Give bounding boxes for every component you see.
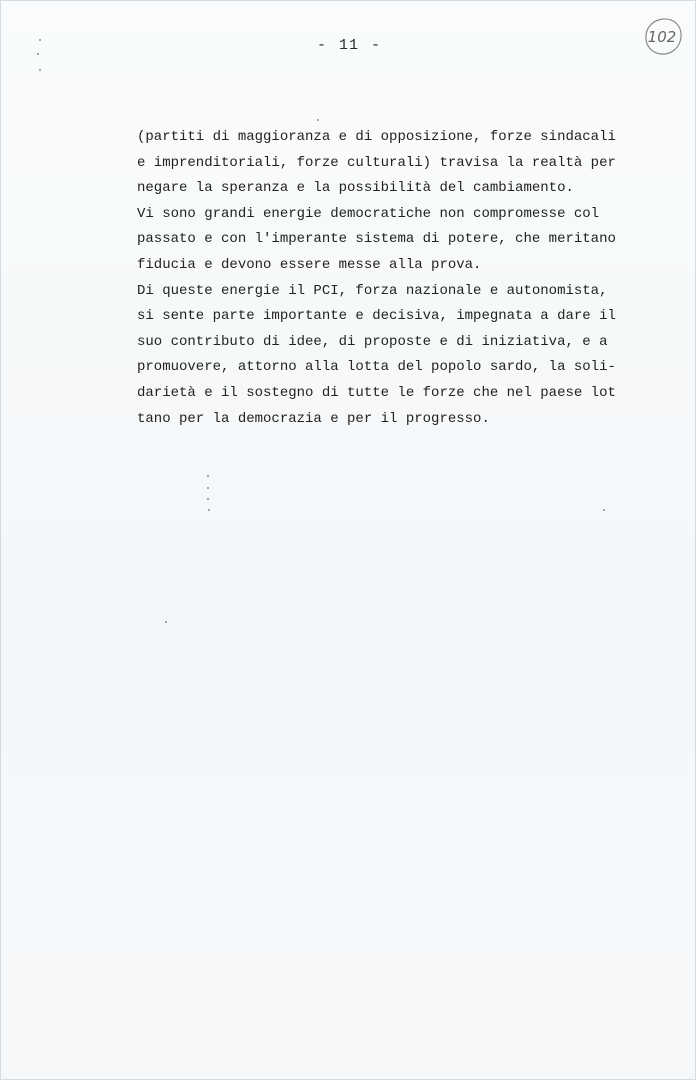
page-number-value: 11: [338, 37, 359, 54]
paper-speck: [603, 509, 605, 511]
text-line: tano per la democrazia e per il progresso.: [137, 410, 490, 427]
paper-speck: [39, 39, 41, 41]
paper-speck: [207, 475, 209, 477]
archive-stamp-icon: [641, 15, 685, 59]
body-paragraph: [137, 125, 627, 432]
text-line: passato e con l'imperante sistema di potere, che meritano: [137, 231, 616, 248]
paper-speck: [207, 487, 209, 489]
paper-speck: [208, 509, 210, 511]
paper-speck: [165, 621, 167, 623]
text-line: negare la speranza e la possibilità del cambiamento.: [137, 180, 574, 197]
text-line: (partiti di maggioranza e di opposizione, forze sindacali: [137, 129, 616, 145]
paper-speck: [317, 119, 319, 121]
archive-stamp-text: 102: [647, 28, 677, 46]
text-line: suo contributo di idee, di proposte e di iniziativa, e a: [137, 333, 608, 350]
text-line: Di queste energie il PCI, forza nazionale e autonomista,: [137, 282, 608, 299]
page-number: [1, 37, 696, 54]
page-number-dash-left: -: [316, 37, 327, 54]
text-line: promuovere, attorno alla lotta del popolo sardo, la soli-: [137, 359, 616, 376]
text-line: si sente parte importante e decisiva, impegnata a dare il: [137, 308, 616, 325]
paper-speck: [207, 498, 209, 500]
text-line: Vi sono grandi energie democratiche non compromesse col: [137, 205, 600, 222]
text-line: fiducia e devono essere messe alla prova.: [137, 256, 482, 273]
paper-speck: [37, 53, 39, 55]
page-number-dash-right: -: [371, 37, 382, 54]
paper-speck: [39, 69, 41, 71]
text-line: darietà e il sostegno di tutte le forze che nel paese lot: [137, 384, 616, 401]
text-line: e imprenditoriali, forze culturali) travisa la realtà per: [137, 154, 616, 171]
